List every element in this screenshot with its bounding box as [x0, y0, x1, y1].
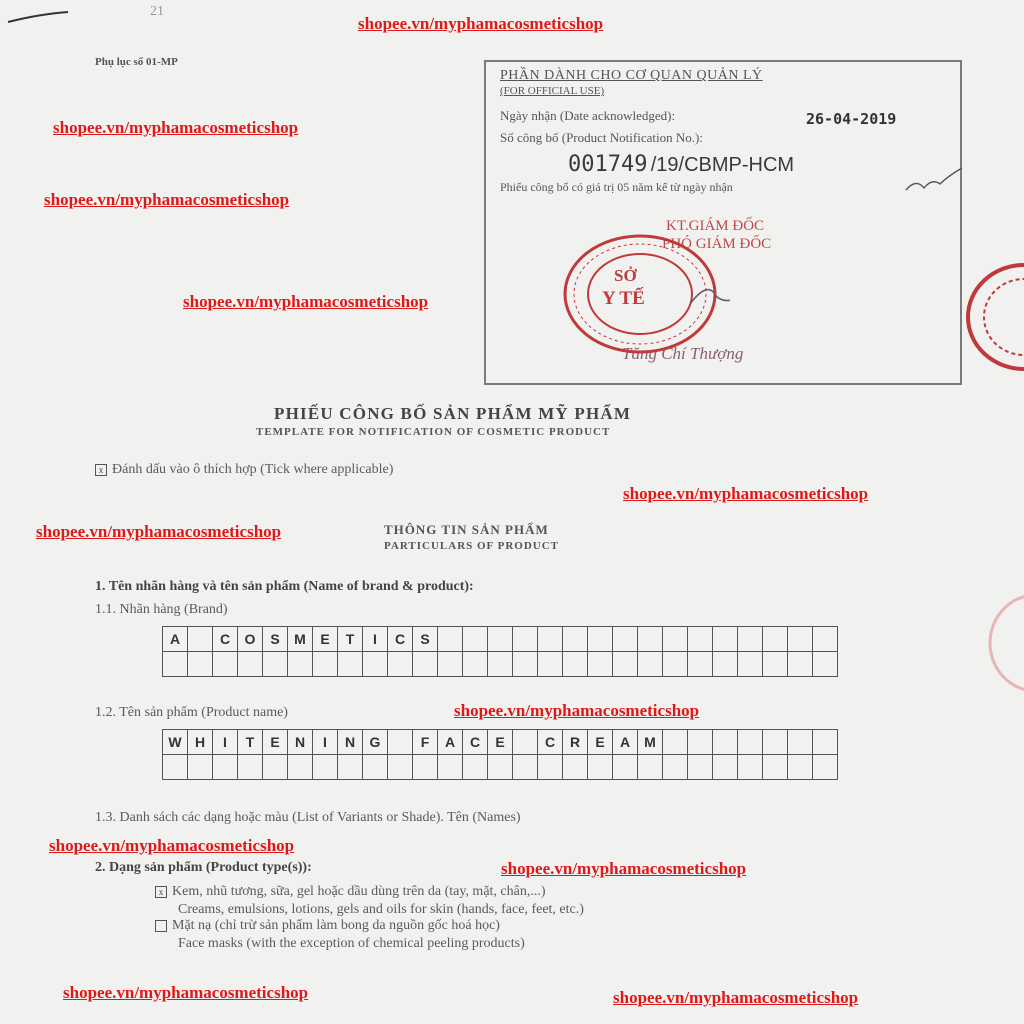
grid-cell [788, 652, 813, 677]
grid-cell [738, 627, 763, 652]
question-1-3: 1.3. Danh sách các dạng hoặc màu (List of Variants or Shade). Tên (Names) [95, 810, 521, 825]
date-value: 26-04-2019 [806, 110, 897, 128]
grid-cell [638, 627, 663, 652]
grid-cell [513, 755, 538, 780]
option-creams-vi: Kem, nhũ tương, sữa, gel hoặc dầu dùng trên da (tay, mặt, chân,...) [172, 884, 546, 899]
grid-cell [763, 730, 788, 755]
tick-note-text: Đánh dấu vào ô thích hợp (Tick where applicable) [112, 462, 394, 477]
grid-cell: C [388, 627, 413, 652]
grid-cell [488, 652, 513, 677]
option-creams-checkbox[interactable]: x [155, 886, 167, 898]
appendix-label: Phụ lục số 01-MP [95, 56, 178, 68]
question-2: 2. Dạng sản phẩm (Product type(s)): [95, 860, 312, 875]
watermark-link[interactable]: shopee.vn/myphamacosmeticshop [613, 988, 859, 1007]
grid-cell [513, 730, 538, 755]
grid-cell [163, 755, 188, 780]
grid-cell [363, 755, 388, 780]
official-subtitle: (FOR OFFICIAL USE) [500, 85, 605, 97]
grid-cell: I [363, 627, 388, 652]
grid-cell [613, 652, 638, 677]
grid-cell [438, 652, 463, 677]
official-title: PHẦN DÀNH CHO CƠ QUAN QUẢN LÝ [500, 68, 763, 83]
grid-cell [588, 755, 613, 780]
watermark-link[interactable]: shopee.vn/myphamacosmeticshop [358, 14, 604, 33]
grid-cell [813, 755, 838, 780]
grid-cell [663, 755, 688, 780]
watermark-link[interactable]: shopee.vn/myphamacosmeticshop [501, 859, 747, 878]
grid-cell [813, 627, 838, 652]
grid-cell [763, 755, 788, 780]
watermark-link[interactable]: shopee.vn/myphamacosmeticshop [623, 484, 869, 503]
grid-cell [713, 730, 738, 755]
grid-cell [538, 627, 563, 652]
question-1-1: 1.1. Nhãn hàng (Brand) [95, 602, 228, 617]
grid-cell [413, 755, 438, 780]
grid-cell: I [213, 730, 238, 755]
grid-cell [438, 755, 463, 780]
grid-cell [563, 755, 588, 780]
grid-cell: T [338, 627, 363, 652]
grid-cell: G [363, 730, 388, 755]
signatory-line2: PHÓ GIÁM ĐỐC [662, 236, 772, 252]
grid-cell: M [288, 627, 313, 652]
section-title: THÔNG TIN SẢN PHẨM [384, 522, 549, 537]
grid-cell: A [613, 730, 638, 755]
official-seal-icon [560, 232, 730, 362]
watermark-link[interactable]: shopee.vn/myphamacosmeticshop [44, 190, 290, 209]
grid-cell [788, 627, 813, 652]
grid-cell [313, 652, 338, 677]
document-title: PHIẾU CÔNG BỐ SẢN PHẨM MỸ PHẨM [274, 404, 632, 423]
grid-cell [388, 730, 413, 755]
page-mark: 21 [150, 4, 164, 19]
option-masks-en: Face masks (with the exception of chemical peeling products) [178, 936, 525, 951]
tick-note [95, 462, 393, 478]
grid-cell [713, 652, 738, 677]
watermark-link[interactable]: shopee.vn/myphamacosmeticshop [183, 292, 429, 311]
brand-letter-grid [162, 626, 838, 677]
grid-cell [463, 652, 488, 677]
watermark-link[interactable]: shopee.vn/myphamacosmeticshop [49, 836, 295, 855]
grid-cell [813, 652, 838, 677]
grid-cell: E [313, 627, 338, 652]
grid-cell: N [338, 730, 363, 755]
grid-cell [563, 627, 588, 652]
grid-cell [338, 755, 363, 780]
grid-cell [613, 755, 638, 780]
grid-cell [763, 627, 788, 652]
grid-cell [788, 730, 813, 755]
grid-cell: S [263, 627, 288, 652]
signatory-line1: KT.GIÁM ĐỐC [666, 218, 765, 234]
question-1-2: 1.2. Tên sản phẩm (Product name) [95, 705, 288, 720]
option-creams [155, 884, 546, 900]
grid-cell: H [188, 730, 213, 755]
grid-cell [163, 652, 188, 677]
grid-cell [763, 652, 788, 677]
section-subtitle: PARTICULARS OF PRODUCT [384, 540, 560, 552]
grid-cell [263, 652, 288, 677]
grid-cell [738, 730, 763, 755]
grid-cell [463, 755, 488, 780]
grid-cell [538, 755, 563, 780]
grid-cell [563, 652, 588, 677]
grid-cell [238, 652, 263, 677]
grid-cell [313, 755, 338, 780]
grid-cell [713, 627, 738, 652]
grid-cell [288, 652, 313, 677]
grid-cell [588, 652, 613, 677]
grid-cell [338, 652, 363, 677]
seal-text-1: SỞ [614, 266, 637, 285]
grid-cell [463, 627, 488, 652]
edge-seal-icon [962, 262, 1024, 382]
option-masks-vi: Mặt nạ (chỉ trừ sản phẩm làm bong da nguồn gốc hoá học) [172, 918, 500, 933]
grid-cell [388, 652, 413, 677]
document-subtitle: TEMPLATE FOR NOTIFICATION OF COSMETIC PRODUCT [256, 426, 611, 438]
grid-cell: C [538, 730, 563, 755]
grid-cell [688, 755, 713, 780]
grid-cell [663, 652, 688, 677]
grid-cell: I [313, 730, 338, 755]
grid-cell [588, 627, 613, 652]
grid-cell [663, 730, 688, 755]
grid-cell: C [463, 730, 488, 755]
date-label: Ngày nhận (Date acknowledged): [500, 108, 676, 123]
grid-cell: E [488, 730, 513, 755]
grid-cell [188, 755, 213, 780]
grid-cell [663, 627, 688, 652]
grid-cell: E [263, 730, 288, 755]
grid-cell: F [413, 730, 438, 755]
grid-cell [638, 755, 663, 780]
grid-cell [363, 652, 388, 677]
notification-number: 001749 [568, 152, 648, 177]
grid-cell [413, 652, 438, 677]
grid-cell [488, 627, 513, 652]
option-masks-checkbox[interactable] [155, 920, 167, 932]
grid-cell [713, 755, 738, 780]
product-letter-grid [162, 729, 838, 780]
grid-cell [188, 652, 213, 677]
question-1: 1. Tên nhãn hàng và tên sản phẩm (Name of brand & product): [95, 579, 474, 594]
grid-cell [513, 627, 538, 652]
grid-cell [213, 652, 238, 677]
grid-cell: T [238, 730, 263, 755]
grid-cell: S [413, 627, 438, 652]
watermark-link[interactable]: shopee.vn/myphamacosmeticshop [63, 983, 309, 1002]
grid-cell: M [638, 730, 663, 755]
grid-cell [688, 652, 713, 677]
grid-cell [738, 755, 763, 780]
grid-cell [188, 627, 213, 652]
grid-cell [688, 627, 713, 652]
grid-cell: E [588, 730, 613, 755]
grid-cell [813, 730, 838, 755]
grid-cell [538, 652, 563, 677]
grid-cell [738, 652, 763, 677]
grid-cell [238, 755, 263, 780]
watermark-link[interactable]: shopee.vn/myphamacosmeticshop [36, 522, 282, 541]
grid-cell [488, 755, 513, 780]
grid-cell: W [163, 730, 188, 755]
watermark-link[interactable]: shopee.vn/myphamacosmeticshop [53, 118, 299, 137]
grid-cell [288, 755, 313, 780]
option-creams-en: Creams, emulsions, lotions, gels and oils for skin (hands, face, feet, etc.) [178, 902, 584, 917]
grid-cell [688, 730, 713, 755]
validity-note: Phiếu công bố có giá trị 05 năm kể từ ngày nhận [500, 180, 733, 194]
grid-cell [388, 755, 413, 780]
grid-cell: O [238, 627, 263, 652]
grid-cell: C [213, 627, 238, 652]
option-masks [155, 918, 500, 934]
grid-cell [613, 627, 638, 652]
tick-note-checkbox-icon: x [95, 464, 107, 476]
grid-cell [438, 627, 463, 652]
watermark-link[interactable]: shopee.vn/myphamacosmeticshop [454, 701, 700, 720]
notification-number-label: Số công bố (Product Notification No.): [500, 130, 703, 145]
grid-cell [263, 755, 288, 780]
grid-cell [638, 652, 663, 677]
seal-text-2: Y TẾ [602, 288, 645, 309]
grid-cell [788, 755, 813, 780]
notification-number-suffix: /19/CBMP-HCM [650, 154, 795, 176]
grid-cell: R [563, 730, 588, 755]
grid-cell [213, 755, 238, 780]
grid-cell [513, 652, 538, 677]
grid-cell: A [163, 627, 188, 652]
grid-cell: N [288, 730, 313, 755]
grid-cell: A [438, 730, 463, 755]
edge-seal-faded-icon [984, 588, 1024, 698]
signer-name: Tăng Chí Thượng [622, 344, 744, 363]
